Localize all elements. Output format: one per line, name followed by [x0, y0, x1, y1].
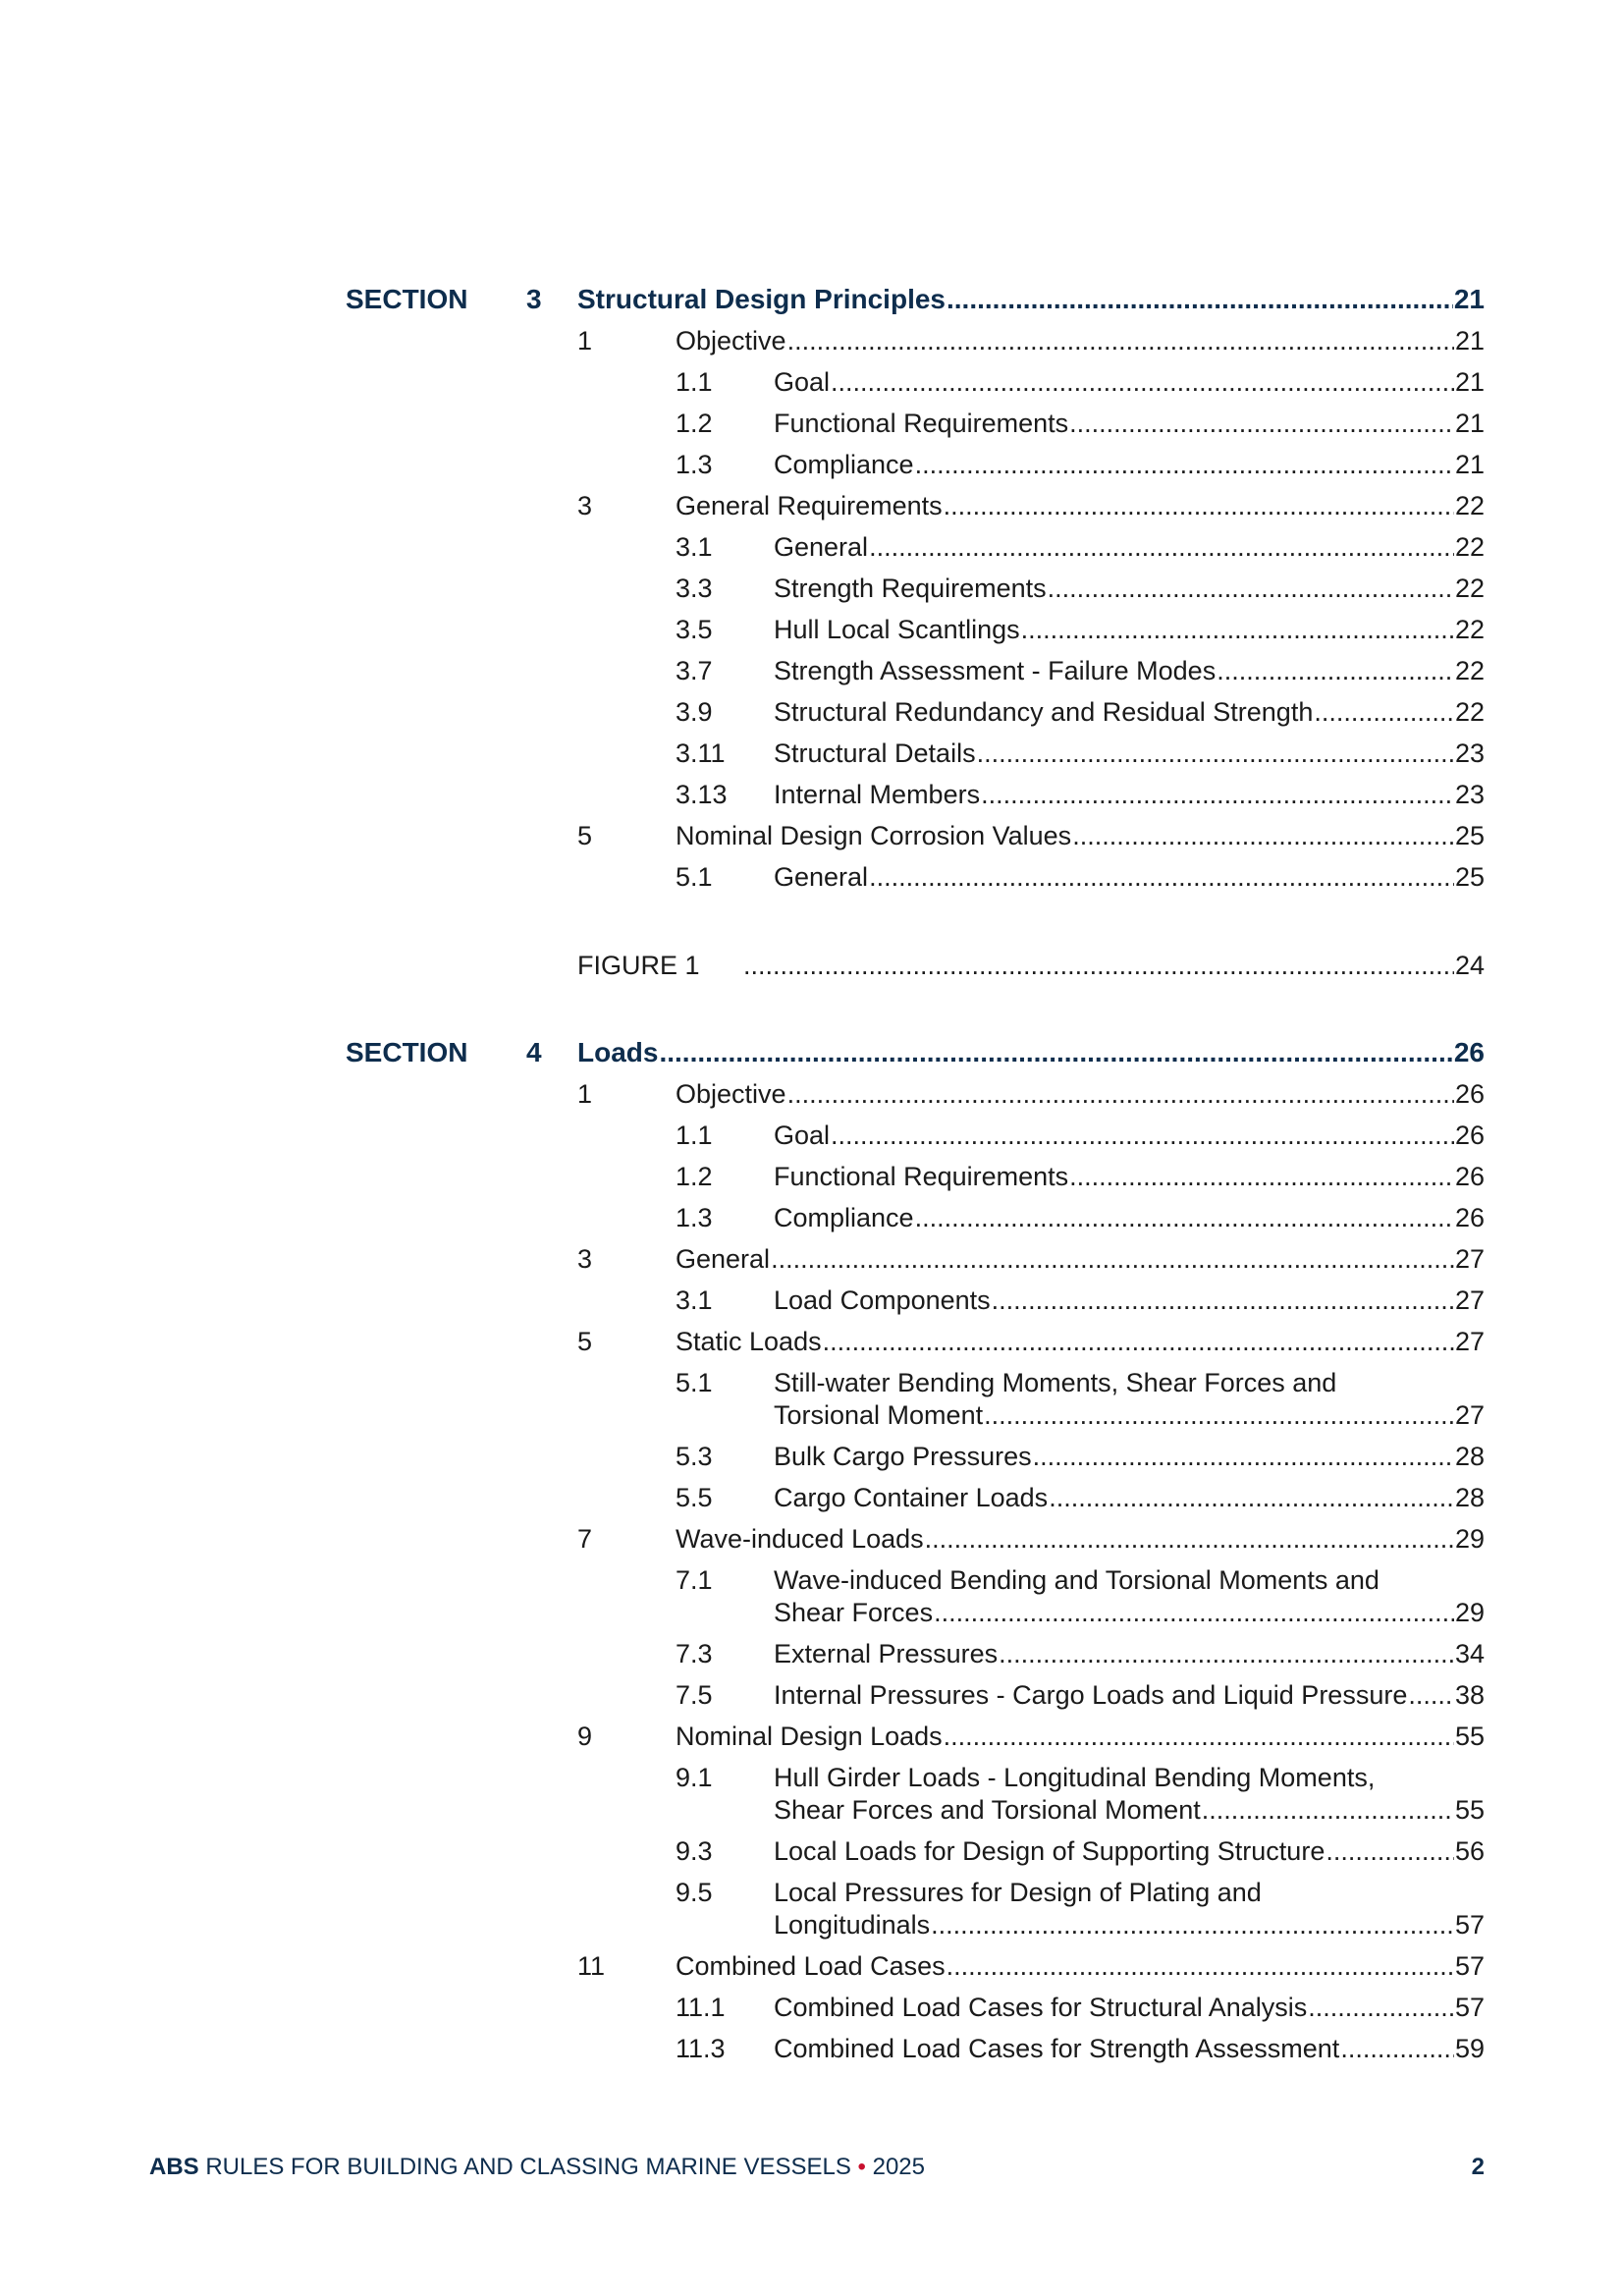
page-number: 25 [1454, 821, 1485, 850]
entry-title: Objective [676, 1079, 786, 1109]
page-number: 27 [1454, 1400, 1485, 1430]
leader-dots [984, 1398, 1454, 1432]
entry-title: Structural Redundancy and Residual Strength [774, 697, 1314, 727]
page-number: 22 [1454, 491, 1485, 520]
toc-entry[interactable] [774, 1440, 1485, 1473]
figure-entry[interactable] [742, 949, 1485, 982]
section-label: SECTION [346, 284, 468, 314]
toc-entry[interactable] [774, 1991, 1485, 2024]
toc-entry[interactable] [676, 489, 1485, 522]
page-number: 28 [1454, 1483, 1485, 1512]
leader-dots [977, 737, 1454, 770]
entry-number: 9.5 [676, 1878, 713, 1907]
leader-dots [1408, 1678, 1454, 1712]
entry-title: General [774, 862, 869, 892]
entry-title: Shear Forces and Torsional Moment [774, 1795, 1201, 1825]
entry-title: Combined Load Cases for Structural Analysis [774, 1993, 1308, 2022]
entry-title: Nominal Design Corrosion Values [676, 821, 1072, 850]
leader-dots [947, 283, 1453, 316]
entry-number: 9.1 [676, 1763, 713, 1792]
entry-title: General [774, 532, 869, 562]
page-number: 34 [1454, 1639, 1485, 1668]
toc-entry[interactable] [774, 1284, 1485, 1317]
leader-dots [1325, 1834, 1454, 1868]
entry-title: Strength Assessment - Failure Modes [774, 656, 1217, 685]
toc-entry[interactable] [774, 1637, 1485, 1670]
entry-title: Hull Local Scantlings [774, 615, 1020, 644]
leader-dots [823, 1325, 1454, 1358]
entry-title: Bulk Cargo Pressures [774, 1442, 1032, 1471]
page-number: 26 [1454, 1079, 1485, 1109]
entry-title: Internal Pressures - Cargo Loads and Liquid Pressure [774, 1680, 1408, 1710]
toc-entry[interactable] [774, 695, 1485, 729]
entry-title: External Pressures [774, 1639, 999, 1668]
page-number: 28 [1454, 1442, 1485, 1471]
section-label: SECTION [346, 1037, 468, 1067]
leader-dots [831, 365, 1454, 399]
entry-title: Goal [774, 1121, 831, 1150]
toc-entry[interactable] [774, 860, 1485, 894]
entry-number: 1 [577, 1079, 593, 1109]
leader-dots [1069, 407, 1454, 440]
entry-title: Wave-induced Loads [676, 1524, 924, 1554]
entry-number: 3.3 [676, 574, 713, 603]
toc-entry[interactable] [774, 1793, 1485, 1827]
toc-entry[interactable] [676, 1949, 1485, 1983]
entry-number: 3.5 [676, 615, 713, 644]
entry-number: 3.1 [676, 1285, 713, 1315]
entry-number: 3.1 [676, 532, 713, 562]
entry-number: 1.3 [676, 1203, 713, 1232]
entry-number: 1 [577, 326, 593, 355]
toc-entry[interactable] [774, 654, 1485, 687]
entry-number: 1.1 [676, 1121, 713, 1150]
entry-title-line1[interactable]: Hull Girder Loads - Longitudinal Bending Moments, [774, 1763, 1376, 1792]
footer-separator: • [857, 2154, 866, 2180]
page-number: 29 [1454, 1524, 1485, 1554]
entry-number: 5.3 [676, 1442, 713, 1471]
page-number: 27 [1454, 1285, 1485, 1315]
toc-entry[interactable] [774, 778, 1485, 811]
entry-number: 1.2 [676, 1162, 713, 1191]
entry-number: 5.5 [676, 1483, 713, 1512]
page-number: 23 [1454, 738, 1485, 768]
toc-entry[interactable] [774, 572, 1485, 605]
section-number: 3 [526, 284, 542, 314]
leader-dots [992, 1284, 1454, 1317]
entry-number: 3 [577, 491, 593, 520]
section-number: 4 [526, 1037, 542, 1067]
entry-number: 11.3 [676, 2034, 726, 2063]
leader-dots [915, 1201, 1454, 1234]
leader-dots [944, 489, 1454, 522]
leader-dots [925, 1522, 1454, 1556]
page-number: 25 [1454, 862, 1485, 892]
leader-dots [1069, 1160, 1454, 1193]
section-title: Loads [577, 1037, 659, 1067]
entry-number: 9.3 [676, 1836, 713, 1866]
entry-title: Functional Requirements [774, 1162, 1069, 1191]
entry-title-line1[interactable]: Wave-induced Bending and Torsional Moments and [774, 1565, 1380, 1595]
entry-title: Functional Requirements [774, 409, 1069, 438]
entry-title: Internal Members [774, 780, 981, 809]
leader-dots [934, 1596, 1454, 1629]
leader-dots [1314, 695, 1454, 729]
section-title-entry[interactable] [577, 283, 1485, 316]
footer [149, 2154, 925, 2181]
section-title-entry[interactable] [577, 1036, 1485, 1069]
leader-dots [947, 1949, 1454, 1983]
toc-entry[interactable] [676, 324, 1485, 357]
page-number: 21 [1454, 326, 1485, 355]
toc-entry[interactable] [774, 1160, 1485, 1193]
entry-number: 5 [577, 1327, 593, 1356]
entry-number: 5.1 [676, 1368, 713, 1397]
entry-number: 1.1 [676, 367, 713, 397]
leader-dots [944, 1720, 1454, 1753]
page-number: 22 [1454, 697, 1485, 727]
entry-title: Compliance [774, 450, 914, 479]
entry-title: Nominal Design Loads [676, 1722, 943, 1751]
leader-dots [787, 324, 1454, 357]
leader-dots [831, 1119, 1454, 1152]
leader-dots [1033, 1440, 1454, 1473]
page-number: 22 [1454, 532, 1485, 562]
leader-dots [1340, 2032, 1454, 2065]
leader-dots [869, 530, 1454, 564]
toc-entry[interactable] [774, 737, 1485, 770]
page-number: 56 [1454, 1836, 1485, 1866]
page-number: 21 [1454, 409, 1485, 438]
toc-entry[interactable] [676, 1522, 1485, 1556]
entry-number: 3.7 [676, 656, 713, 685]
page-number: 26 [1453, 1037, 1485, 1067]
page-number: 21 [1454, 367, 1485, 397]
entry-title: Torsional Moment [774, 1400, 984, 1430]
leader-dots [1217, 654, 1454, 687]
toc-entry[interactable] [774, 1398, 1485, 1432]
entry-number: 5 [577, 821, 593, 850]
toc-entry[interactable] [774, 1119, 1485, 1152]
entry-number: 7 [577, 1524, 593, 1554]
entry-title-line1[interactable]: Still-water Bending Moments, Shear Forces and [774, 1368, 1337, 1397]
toc-entry[interactable] [774, 365, 1485, 399]
entry-title: Longitudinals [774, 1910, 931, 1940]
entry-number: 3.13 [676, 780, 728, 809]
entry-number: 3 [577, 1244, 593, 1274]
toc-entry[interactable] [774, 613, 1485, 646]
toc-entry[interactable] [774, 407, 1485, 440]
page-number: 24 [1454, 951, 1485, 980]
entry-title: Static Loads [676, 1327, 822, 1356]
page-number: 26 [1454, 1121, 1485, 1150]
toc-entry[interactable] [774, 448, 1485, 481]
toc-entry[interactable] [774, 2032, 1485, 2065]
entry-title: Compliance [774, 1203, 914, 1232]
page-number: 22 [1454, 656, 1485, 685]
page-number: 21 [1453, 284, 1485, 314]
footer-title: RULES FOR BUILDING AND CLASSING MARINE VESSELS [205, 2154, 851, 2180]
entry-title: General [676, 1244, 771, 1274]
page-number: 55 [1454, 1722, 1485, 1751]
page-number: 38 [1454, 1680, 1485, 1710]
leader-dots [787, 1077, 1454, 1111]
entry-number: 5.1 [676, 862, 713, 892]
page-number: 26 [1454, 1203, 1485, 1232]
leader-dots [1048, 572, 1454, 605]
toc-entry[interactable] [774, 1908, 1485, 1941]
page-number: 23 [1454, 780, 1485, 809]
entry-number: 9 [577, 1722, 593, 1751]
leader-dots [1021, 613, 1454, 646]
toc-entry[interactable] [774, 1201, 1485, 1234]
entry-number: 7.1 [676, 1565, 713, 1595]
page-number: 27 [1454, 1327, 1485, 1356]
toc-entry[interactable] [774, 530, 1485, 564]
leader-dots [931, 1908, 1454, 1941]
leader-dots [1049, 1481, 1454, 1514]
entry-number: 11.1 [676, 1993, 726, 2022]
footer-brand: ABS [149, 2154, 199, 2180]
leader-dots [999, 1637, 1454, 1670]
page-number: 21 [1454, 450, 1485, 479]
leader-dots [743, 949, 1454, 982]
leader-dots [1308, 1991, 1454, 2024]
entry-number: 11 [577, 1951, 606, 1981]
entry-number: 1.3 [676, 450, 713, 479]
toc-entry[interactable] [774, 1678, 1485, 1712]
entry-number: 1.2 [676, 409, 713, 438]
entry-title: Objective [676, 326, 786, 355]
toc-entry[interactable] [676, 819, 1485, 852]
leader-dots [659, 1036, 1452, 1069]
entry-title: Load Components [774, 1285, 991, 1315]
entry-title: Strength Requirements [774, 574, 1047, 603]
toc-entry[interactable] [774, 1834, 1485, 1868]
leader-dots [869, 860, 1454, 894]
page-number: 26 [1454, 1162, 1485, 1191]
page-number: 57 [1454, 1993, 1485, 2022]
entry-title: General Requirements [676, 491, 943, 520]
leader-dots [1072, 819, 1454, 852]
toc-entry[interactable] [676, 1077, 1485, 1111]
footer-page-number: 2 [1471, 2154, 1485, 2180]
entry-title-line1[interactable]: Local Pressures for Design of Plating and [774, 1878, 1262, 1907]
entry-number: 7.3 [676, 1639, 713, 1668]
entry-number: 3.9 [676, 697, 713, 727]
entry-title: Local Loads for Design of Supporting Structure [774, 1836, 1325, 1866]
entry-title: Cargo Container Loads [774, 1483, 1049, 1512]
footer-year: 2025 [872, 2154, 925, 2180]
page-number: 59 [1454, 2034, 1485, 2063]
entry-title: Structural Details [774, 738, 976, 768]
page-number: 29 [1454, 1598, 1485, 1627]
toc-entry[interactable] [676, 1242, 1485, 1276]
page-number: 27 [1454, 1244, 1485, 1274]
toc-entry[interactable] [676, 1720, 1485, 1753]
leader-dots [1202, 1793, 1454, 1827]
page-number: 22 [1454, 574, 1485, 603]
leader-dots [915, 448, 1454, 481]
page-number: 57 [1454, 1951, 1485, 1981]
leader-dots [981, 778, 1454, 811]
figure-label: FIGURE 1 [577, 951, 700, 980]
page-number: 57 [1454, 1910, 1485, 1940]
entry-title: Combined Load Cases for Strength Assessment [774, 2034, 1340, 2063]
entry-number: 3.11 [676, 738, 726, 768]
entry-title: Goal [774, 367, 831, 397]
entry-number: 7.5 [676, 1680, 713, 1710]
entry-title: Shear Forces [774, 1598, 934, 1627]
page-number: 55 [1454, 1795, 1485, 1825]
toc-entry[interactable] [676, 1325, 1485, 1358]
toc-entry[interactable] [774, 1596, 1485, 1629]
entry-title: Combined Load Cases [676, 1951, 946, 1981]
leader-dots [771, 1242, 1454, 1276]
toc-entry[interactable] [774, 1481, 1485, 1514]
page-number: 22 [1454, 615, 1485, 644]
section-title: Structural Design Principles [577, 284, 946, 314]
